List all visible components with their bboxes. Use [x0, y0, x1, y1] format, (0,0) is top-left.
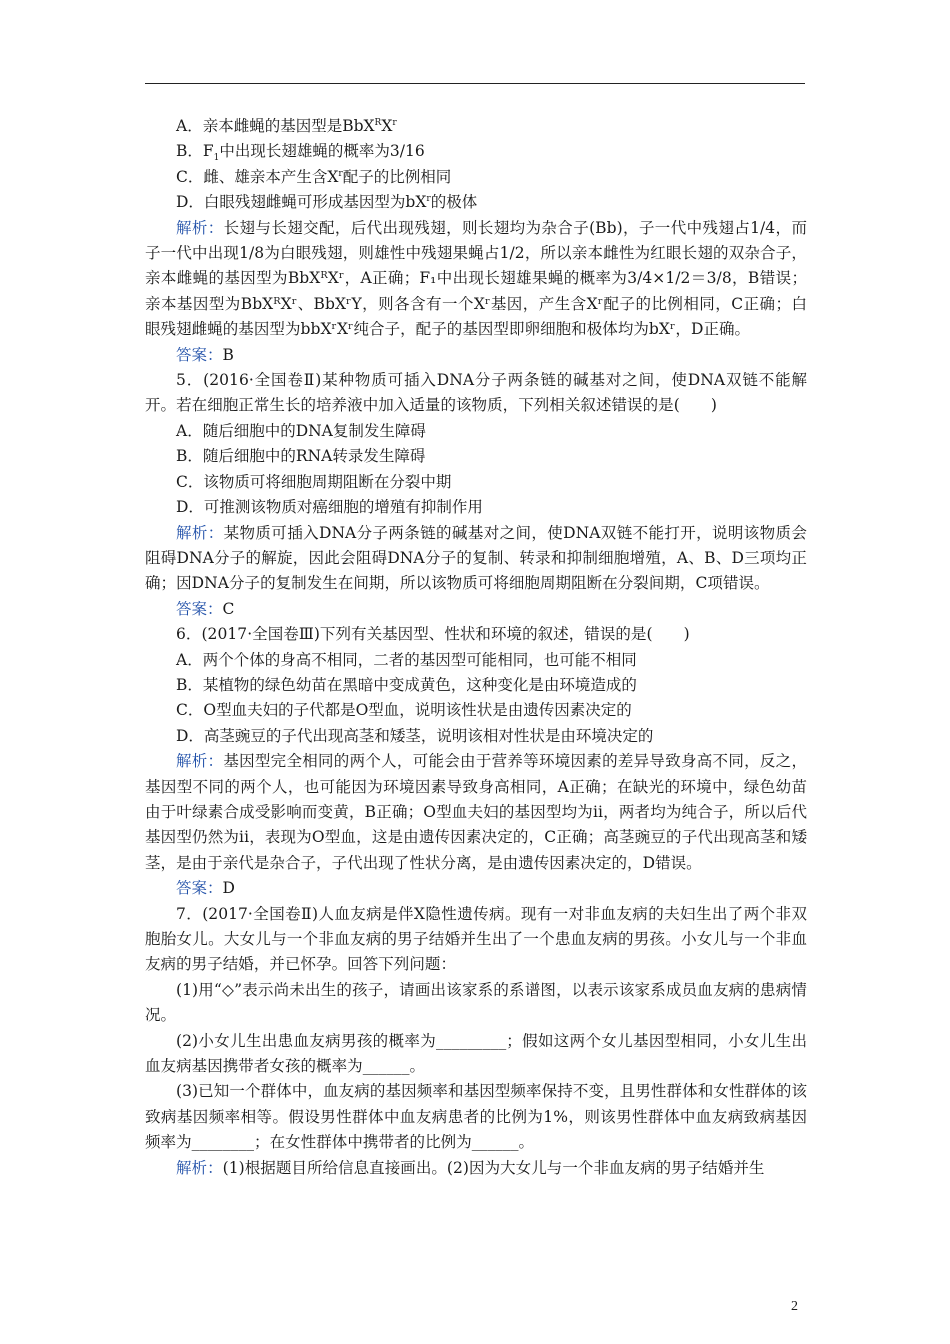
q6-explanation: 解析：基因型完全相同的两个人，可能会由于营养等环境因素的差异导致身高不同，反之，基因型不同的两个人，也可能因为环境因素导致身高相同，A正确；在缺光的环境中，绿色幼苗由于叶绿素合成受影响而变黄，B正确；O型血夫妇的基因型均为ii，两者均为纯合子，所以后代基因型仍然为ii，表现为O型血，这是由遗传因素决定的，C正确；高茎豌豆的子代出现高茎和矮茎，是由于亲代是杂合子，子代出现了性状分离，是由遗传因素决定的，D错误。 — [145, 752, 807, 872]
q7-stem: 7．(2017·全国卷Ⅱ)人血友病是伴X隐性遗传病。现有一对非血友病的夫妇生出了两个非双胞胎女儿。大女儿与一个非血友病的男子结婚并生出了一个患血友病的男孩。小女儿与一个非血友病的男子结婚，并已怀孕。回答下列问题： — [145, 904, 807, 974]
answer-label: 答案： — [176, 345, 223, 364]
q4-option-b: B．$F_1$中出现长翅雄蝇的概率为3/16 — [176, 142, 425, 164]
q5-option-b: B．随后细胞中的RNA转录发生障碍 — [176, 447, 426, 466]
explanation-label: 解析： — [176, 1158, 223, 1177]
explanation-label: 解析： — [176, 218, 224, 237]
q7-sub3: (3)已知一个群体中，血友病的基因频率和基因型频率保持不变，且男性群体和女性群体的该致病基因频率相等。假设男性群体中血友病患者的比例为1%，则该男性群体中血友病致病基因频率为________；在女性群体中携带者的比例为______。 — [145, 1082, 807, 1152]
q4-answer: 答案：B — [176, 345, 234, 364]
q6-answer: 答案：D — [176, 879, 235, 898]
explanation-label: 解析： — [176, 523, 224, 542]
answer-label: 答案： — [176, 879, 223, 898]
q6-option-c: C．O型血夫妇的子代都是O型血，说明该性状是由遗传因素决定的 — [176, 701, 632, 720]
q7-explanation: 解析：(1)根据题目所给信息直接画出。(2)因为大女儿与一个非血友病的男子结婚并生 — [176, 1158, 765, 1177]
document-body — [145, 114, 807, 1181]
q7-sub1: (1)用“◇”表示尚未出生的孩子，请画出该家系的系谱图，以表示该家系成员血友病的患病情况。 — [145, 980, 807, 1025]
answer-label: 答案： — [176, 599, 223, 618]
page-number: 2 — [791, 1299, 798, 1314]
q5-option-d: D．可推测该物质对癌细胞的增殖有抑制作用 — [176, 498, 483, 517]
q4-option-c: C．雌、雄亲本产生含$X^r$配子的比例相同 — [176, 167, 452, 186]
q4-option-a: A．亲本雌蝇的基因型是$BbX^RX^r$ — [176, 117, 397, 135]
q5-option-c: C．该物质可将细胞周期阻断在分裂中期 — [176, 472, 452, 491]
q6-option-d: D．高茎豌豆的子代出现高茎和矮茎，说明该相对性状是由环境决定的 — [176, 726, 654, 745]
q5-option-a: A．随后细胞中的DNA复制发生障碍 — [176, 421, 426, 440]
q5-stem: 5．(2016·全国卷Ⅱ)某种物质可插入DNA分子两条链的碱基对之间，使DNA双链不能解开。若在细胞正常生长的培养液中加入适量的该物质，下列相关叙述错误的是( ) — [145, 371, 807, 415]
q6-stem: 6．(2017·全国卷Ⅲ)下列有关基因型、性状和环境的叙述，错误的是( ) — [176, 625, 690, 644]
q4-explanation: 解析：长翅与长翅交配，后代出现残翅，则长翅均为杂合子(Bb)，子一代中残翅占1/4，而子一代中出现1/8为白眼残翅，则雄性中残翅果蝇占1/2，所以亲本雌性为红眼长翅的双杂合子，亲本雌蝇的基因型为BbXᴿXʳ，A正确；F₁中出现长翅雄果蝇的概率为3/4×1/2＝3/8，B错误；亲本基因型为BbXᴿXʳ、BbXʳY，则各含有一个Xʳ基因，产生含Xʳ配子的比例相同，C正确；白眼残翅雌蝇的基因型为bbXʳXʳ纯合子，配子的基因型即卵细胞和极体均为bXʳ，D正确。 — [145, 218, 807, 339]
q7-sub2: (2)小女儿生出患血友病男孩的概率为_________；假如这两个女儿基因型相同，小女儿生出血友病基因携带者女孩的概率为______。 — [145, 1031, 807, 1076]
q4-option-d: D．白眼残翅雌蝇可形成基因型为$bX^r$的极体 — [176, 193, 478, 212]
q6-option-b: B．某植物的绿色幼苗在黑暗中变成黄色，这种变化是由环境造成的 — [176, 675, 637, 694]
header-rule — [145, 83, 805, 84]
explanation-label: 解析： — [176, 752, 224, 771]
q6-option-a: A．两个个体的身高不相同，二者的基因型可能相同，也可能不相同 — [176, 650, 637, 669]
q5-explanation: 解析：某物质可插入DNA分子两条链的碱基对之间，使DNA双链不能打开，说明该物质会阻碍DNA分子的解旋，因此会阻碍DNA分子的复制、转录和抑制细胞增殖，A、B、D三项均正确；因DNA分子的复制发生在间期，所以该物质可将细胞周期阻断在分裂间期，C项错误。 — [145, 523, 807, 593]
q5-answer: 答案：C — [176, 599, 235, 618]
